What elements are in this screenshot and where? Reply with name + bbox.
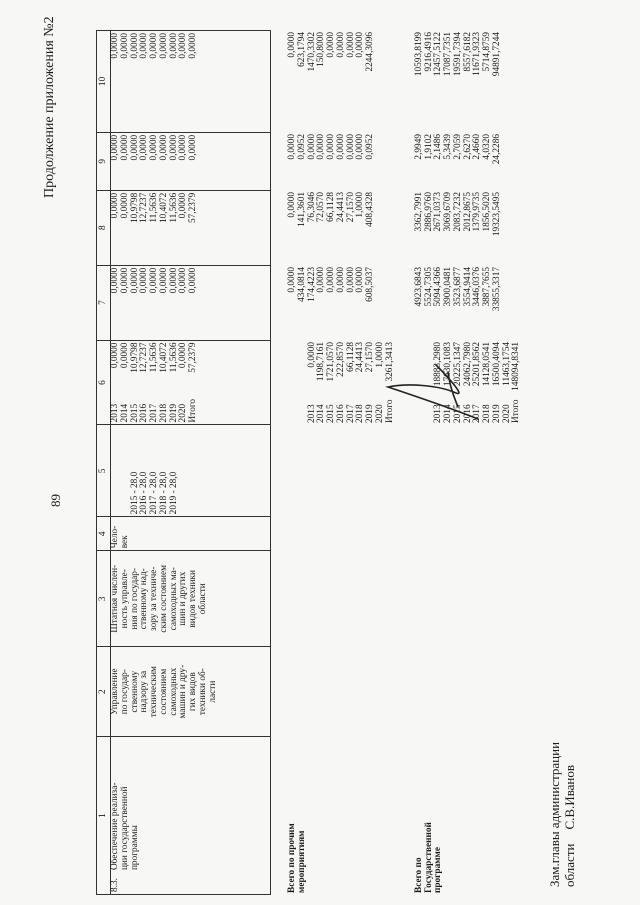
column-header: 5 xyxy=(97,425,111,517)
indicator: Штатная числен- ность управле- ния по государ- ственному над- зору за техниче- ским состоянием самоходных ма- шин и других видов техники области xyxy=(111,551,271,647)
column-header: 3 xyxy=(97,551,111,647)
col8-values: 0,0000 0,0000 10,9798 12,7237 11,5636 10,4072 11,5636 0,0000 57,2379 xyxy=(111,190,271,265)
column-header: 1 xyxy=(97,737,111,895)
state-program-row xyxy=(415,30,542,895)
col6-values: 0,0000 1198,7161 1721,0570 222,8570 66,1128 24,4413 27,1570 1,0000 3261,3413 xyxy=(306,342,395,382)
executor: Управление по государ- ственному надзору за техническим состоянием самоходных машин и дру- гих видов техники об- ласти xyxy=(111,647,271,737)
column-number-row xyxy=(97,31,111,895)
footer-signature xyxy=(548,742,578,887)
row-name: Обеспечение реализа- ции государственной программы xyxy=(110,782,140,871)
col6-values: 0,0000 0,0000 10,9798 12,7237 11,5636 10,4072 11,5636 0,0000 57,2379 xyxy=(110,342,198,373)
signature-mark xyxy=(378,357,488,427)
col6-values: 18883,2980 17630,1083 20225,1347 24062,7980 25201,8562 14128,0541 16500,4094 11463,1754 148094,8341 xyxy=(433,342,522,391)
column-header: 8 xyxy=(97,190,111,265)
column-header: 10 xyxy=(97,31,111,133)
main-table xyxy=(96,30,271,895)
column-header: 6 xyxy=(97,340,111,425)
col10-values: 0,0000 0,0000 0,0000 0,0000 0,0000 0,0000 0,0000 0,0000 0,0000 xyxy=(111,31,271,133)
years: 2013 2014 2015 2016 2017 2018 2019 2020 Итого xyxy=(433,399,522,423)
state-program-label: Всего по Государственной программе xyxy=(413,822,444,893)
other-measures-label: Всего по прочим мероприятиям xyxy=(287,823,307,893)
years: 2013 2014 2015 2016 2017 2018 2019 2020 Итого xyxy=(110,398,198,423)
row-name-cell xyxy=(111,737,271,895)
footer-line2: области xyxy=(561,843,577,887)
footer-name: С.В.Иванов xyxy=(561,764,577,830)
col9-values: 0,0000 0,0000 0,0000 0,0000 0,0000 0,0000 0,0000 0,0000 0,0000 xyxy=(111,132,271,190)
table-row-8-3 xyxy=(111,31,271,895)
col8-values: 0,0000 141,3601 76,3046 72,0570 66,1128 24,4413 27,1570 1,0000 408,4328 xyxy=(287,192,375,227)
indicator-values: 2015 - 28,0 2016 - 28,0 2017 - 28,0 2018 - 28,0 2019 - 28,0 xyxy=(111,425,271,517)
column-header: 2 xyxy=(97,647,111,737)
col10-values: 0,0000 623,1794 1470,3302 150,8000 0,0000 0,0000 0,0000 0,0000 2244,3096 xyxy=(287,32,375,72)
page-number: 89 xyxy=(48,494,63,507)
col9-values: 0,0000 0,0952 0,0000 0,0000 0,0000 0,0000 0,0000 0,0000 0,0952 xyxy=(287,134,375,160)
unit: Чело- век xyxy=(111,517,271,551)
col7-values: 0,0000 0,0000 0,0000 0,0000 0,0000 0,0000 0,0000 0,0000 0,0000 xyxy=(111,265,271,340)
column-header: 9 xyxy=(97,132,111,190)
col10-values: 10593,8199 9216,4916 12457,5122 17087,7351 19591,7394 8557,6182 11671,9323 5714,8759 94891,7244 xyxy=(413,32,502,77)
other-measures-row xyxy=(288,30,415,895)
column-header: 7 xyxy=(97,265,111,340)
col7-values: 4923,6843 5524,7305 5094,4366 3900,0481 3523,6877 3554,9414 3446,0376 3887,7655 33855,3317 xyxy=(413,267,502,312)
continuation-title: Продолжение приложения №2 xyxy=(42,16,57,198)
col9-values: 2,9949 1,9102 2,1486 5,3439 2,7059 2,6270 2,4660 4,0320 24,2286 xyxy=(413,134,502,165)
row-number: 8.3. xyxy=(110,878,120,892)
col8-values: 3362,7991 2886,9760 2671,0373 3069,6709 2083,7232 2012,8675 1379,9735 1856,5020 19323,5495 xyxy=(413,192,502,237)
years: 2013 2014 2015 2016 2017 2018 2019 2020 Итого xyxy=(306,399,395,423)
column-header: 4 xyxy=(97,517,111,551)
years-and-col6 xyxy=(111,340,271,425)
footer-line1: Зам.главы администрации xyxy=(547,741,562,887)
totals-block xyxy=(288,30,542,895)
col7-values: 0,0000 434,0814 174,4223 0,0000 0,0000 0,0000 0,0000 0,0000 608,5037 xyxy=(287,267,375,302)
